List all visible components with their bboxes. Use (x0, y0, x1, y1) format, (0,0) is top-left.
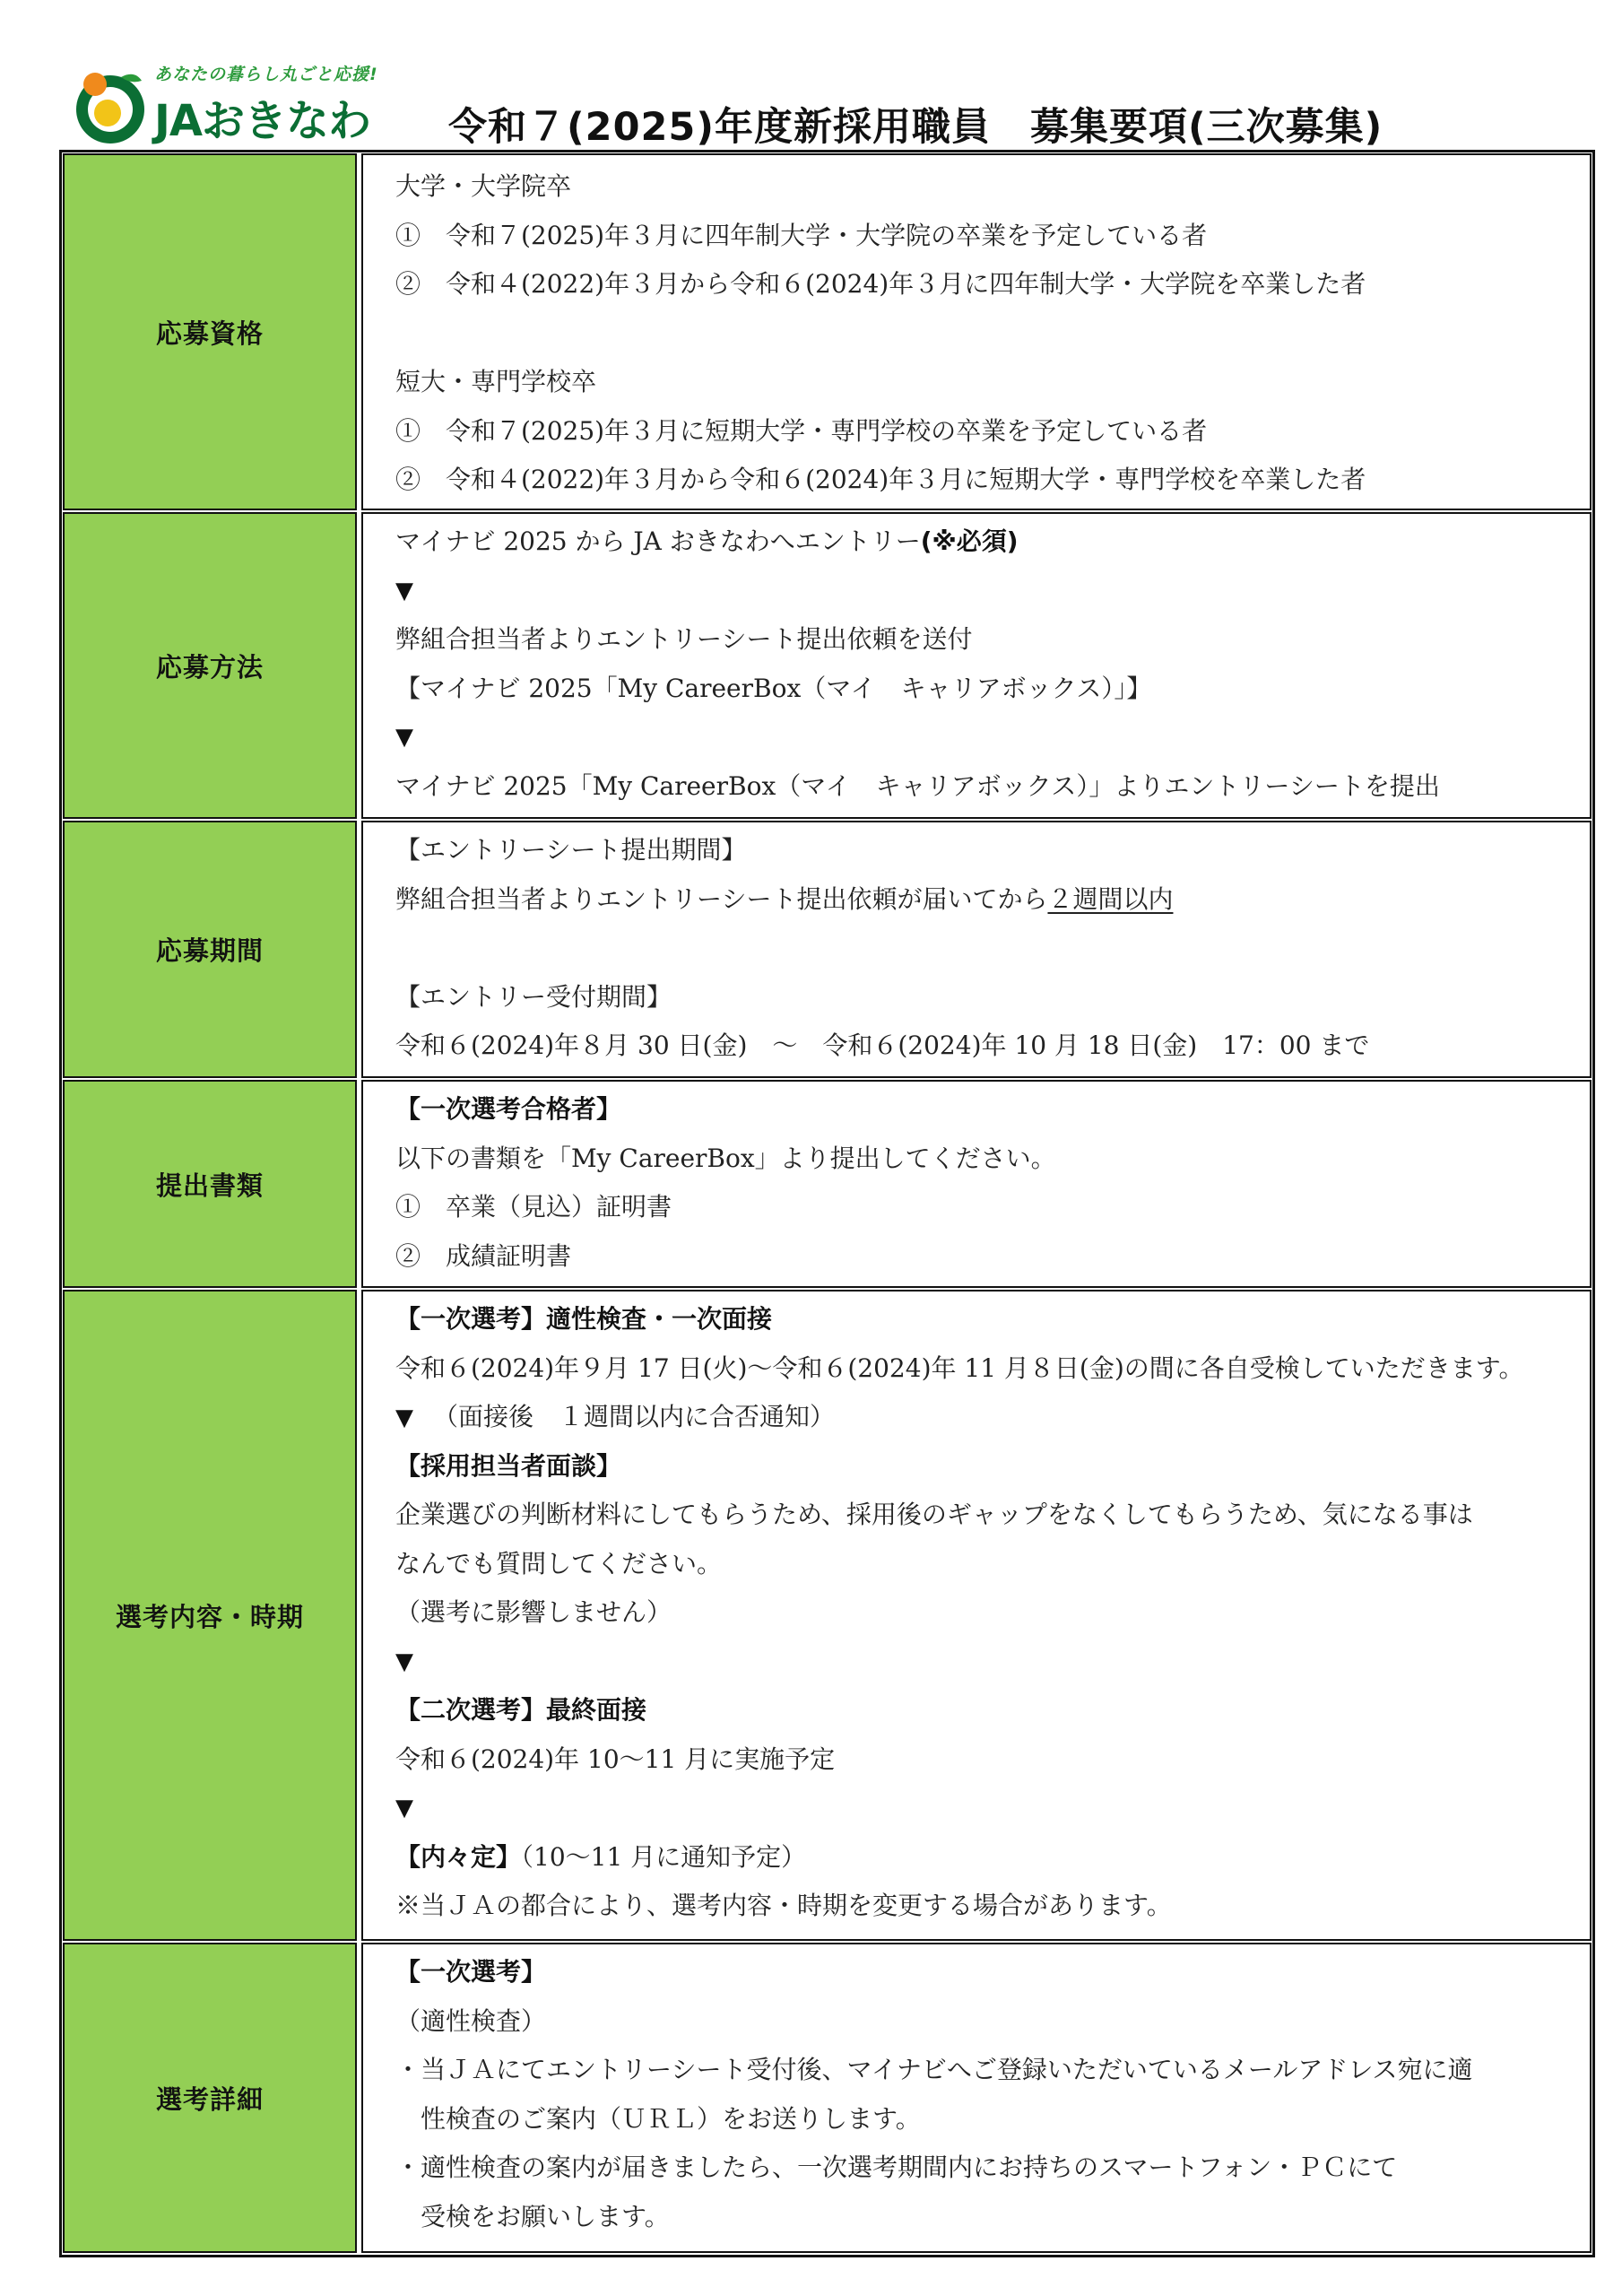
documents-item-2: ② 成績証明書 (395, 1240, 572, 1271)
method-step-1 (395, 517, 1581, 567)
details-bullet-1b: 性検査のご案内（ＵＲＬ）をお送りします。 (421, 2103, 921, 2134)
row-method (63, 512, 1592, 819)
details-bullet-2b: 受検をお願いします。 (421, 2201, 670, 2231)
down-arrow-icon: ▼ (395, 1405, 413, 1431)
label-cell-details (63, 1943, 357, 2253)
down-arrow-icon: ▼ (395, 1648, 413, 1675)
offer-line (395, 1833, 1581, 1883)
method-step-2-sub: 【マイナビ 2025「My CareerBox（マイ キャリアボックス）」】 (395, 673, 1152, 703)
es-period-deadline: ２週間以内 (1047, 883, 1174, 914)
selection-disclaimer: ※当ＪＡの都合により、選考内容・時期を変更する場合があります。 (395, 1891, 1172, 1920)
interview-text-2: なんでも質問してください。 (395, 1548, 723, 1578)
content-method (361, 512, 1592, 819)
college-item-2: ② 令和４(2022)年３月から令和６(2024)年３月に短期大学・専門学校を卒業した者 (395, 465, 1366, 494)
univ-item-2: ② 令和４(2022)年３月から令和６(2024)年３月に四年制大学・大学院を卒業した者 (395, 269, 1366, 299)
page-header (0, 0, 1622, 151)
label-documents: 提出書類 (155, 1170, 264, 1201)
details-sub: （適性検査） (395, 2005, 547, 2036)
offer-note: （10～11 月に通知予定） (521, 1841, 807, 1872)
documents-heading: 【一次選考合格者】 (395, 1094, 622, 1124)
entry-period-text: 令和６(2024)年８月 30 日(金) ～ 令和６(2024)年 10 月 18 日(金) 17：00 まで (395, 1031, 1370, 1060)
details-bullet-2a: ・適性検査の案内が届きましたら、一次選考期間内にお持ちのスマートフォン・ＰＣにて (395, 2152, 1398, 2182)
college-item-1: ① 令和７(2025)年３月に短期大学・専門学校の卒業を予定している者 (395, 415, 1208, 446)
label-qualification: 応募資格 (155, 317, 264, 349)
es-period-text (395, 875, 1581, 925)
content-qualification (361, 153, 1592, 510)
first-selection-text: 令和６(2024)年９月 17 日(火)～令和６(2024)年 11 月８日(金)の間に各自受検していただきます。 (395, 1352, 1524, 1383)
content-selection (361, 1290, 1592, 1941)
method-step-3: マイナビ 2025「My CareerBox（マイ キャリアボックス）」よりエントリーシートを提出 (395, 770, 1440, 801)
interview-note: （選考に影響しません） (395, 1597, 672, 1627)
ja-logo-icon (72, 68, 149, 145)
method-step-2: 弊組合担当者よりエントリーシート提出依頼を送付 (395, 624, 973, 654)
down-arrow-icon: ▼ (395, 1795, 413, 1822)
content-documents (361, 1080, 1592, 1288)
documents-item-1: ① 卒業（見込）証明書 (395, 1192, 672, 1222)
label-details: 選考詳細 (155, 2083, 264, 2115)
row-details (63, 1943, 1592, 2253)
logo-name: JAおきなわ (154, 96, 371, 146)
label-period: 応募期間 (155, 935, 264, 966)
down-arrow-icon: ▼ (395, 724, 413, 751)
row-period (63, 821, 1592, 1078)
content-details (361, 1943, 1592, 2253)
es-period-body: 弊組合担当者よりエントリーシート提出依頼が届いてから (395, 883, 1048, 914)
row-qualification (63, 153, 1592, 510)
interview-heading: 【採用担当者面談】 (395, 1450, 622, 1481)
ja-okinawa-logo (72, 56, 395, 145)
interview-text-1: 企業選びの判断材料にしてもらうため、採用後のギャップをなくしてもらうため、気になる事は (395, 1500, 1473, 1529)
content-period (361, 821, 1592, 1078)
first-selection-note-line (395, 1393, 1581, 1442)
label-cell-period (63, 821, 357, 1078)
univ-item-1: ① 令和７(2025)年３月に四年制大学・大学院の卒業を予定している者 (395, 220, 1208, 250)
es-period-heading: 【エントリーシート提出期間】 (395, 835, 747, 865)
entry-period-heading: 【エントリー受付期間】 (395, 981, 672, 1012)
label-cell-qualification (63, 153, 357, 510)
method-required-note: (※必須) (920, 526, 1019, 556)
down-arrow-icon: ▼ (395, 577, 413, 604)
first-selection-heading: 【一次選考】適性検査・一次面接 (395, 1304, 773, 1334)
method-step-1-text: マイナビ 2025 から JA おきなわへエントリー (395, 526, 921, 556)
label-cell-selection (63, 1290, 357, 1941)
label-selection: 選考内容・時期 (115, 1601, 304, 1632)
univ-heading: 大学・大学院卒 (395, 171, 572, 201)
college-heading: 短大・専門学校卒 (395, 367, 597, 396)
row-selection (63, 1290, 1592, 1941)
second-selection-heading: 【二次選考】最終面接 (395, 1695, 647, 1725)
logo-tagline: あなたの暮らし丸ごと応援! (154, 65, 378, 84)
label-method: 応募方法 (155, 651, 264, 683)
label-cell-method (63, 512, 357, 819)
details-heading: 【一次選考】 (395, 1957, 547, 1987)
row-documents (63, 1080, 1592, 1288)
documents-intro: 以下の書類を「My CareerBox」より提出してください。 (395, 1143, 1056, 1173)
offer-heading: 【内々定】 (395, 1841, 522, 1872)
second-selection-text: 令和６(2024)年 10～11 月に実施予定 (395, 1744, 836, 1774)
label-cell-documents (63, 1080, 357, 1288)
first-selection-note: （面接後 １週間以内に合否通知） (433, 1402, 836, 1431)
page-title: 令和７(2025)年度新採用職員 募集要項(三次募集) (448, 105, 1383, 150)
details-bullet-1a: ・当ＪＡにてエントリーシート受付後、マイナビへご登録いただいているメールアドレス宛に適 (395, 2055, 1473, 2084)
